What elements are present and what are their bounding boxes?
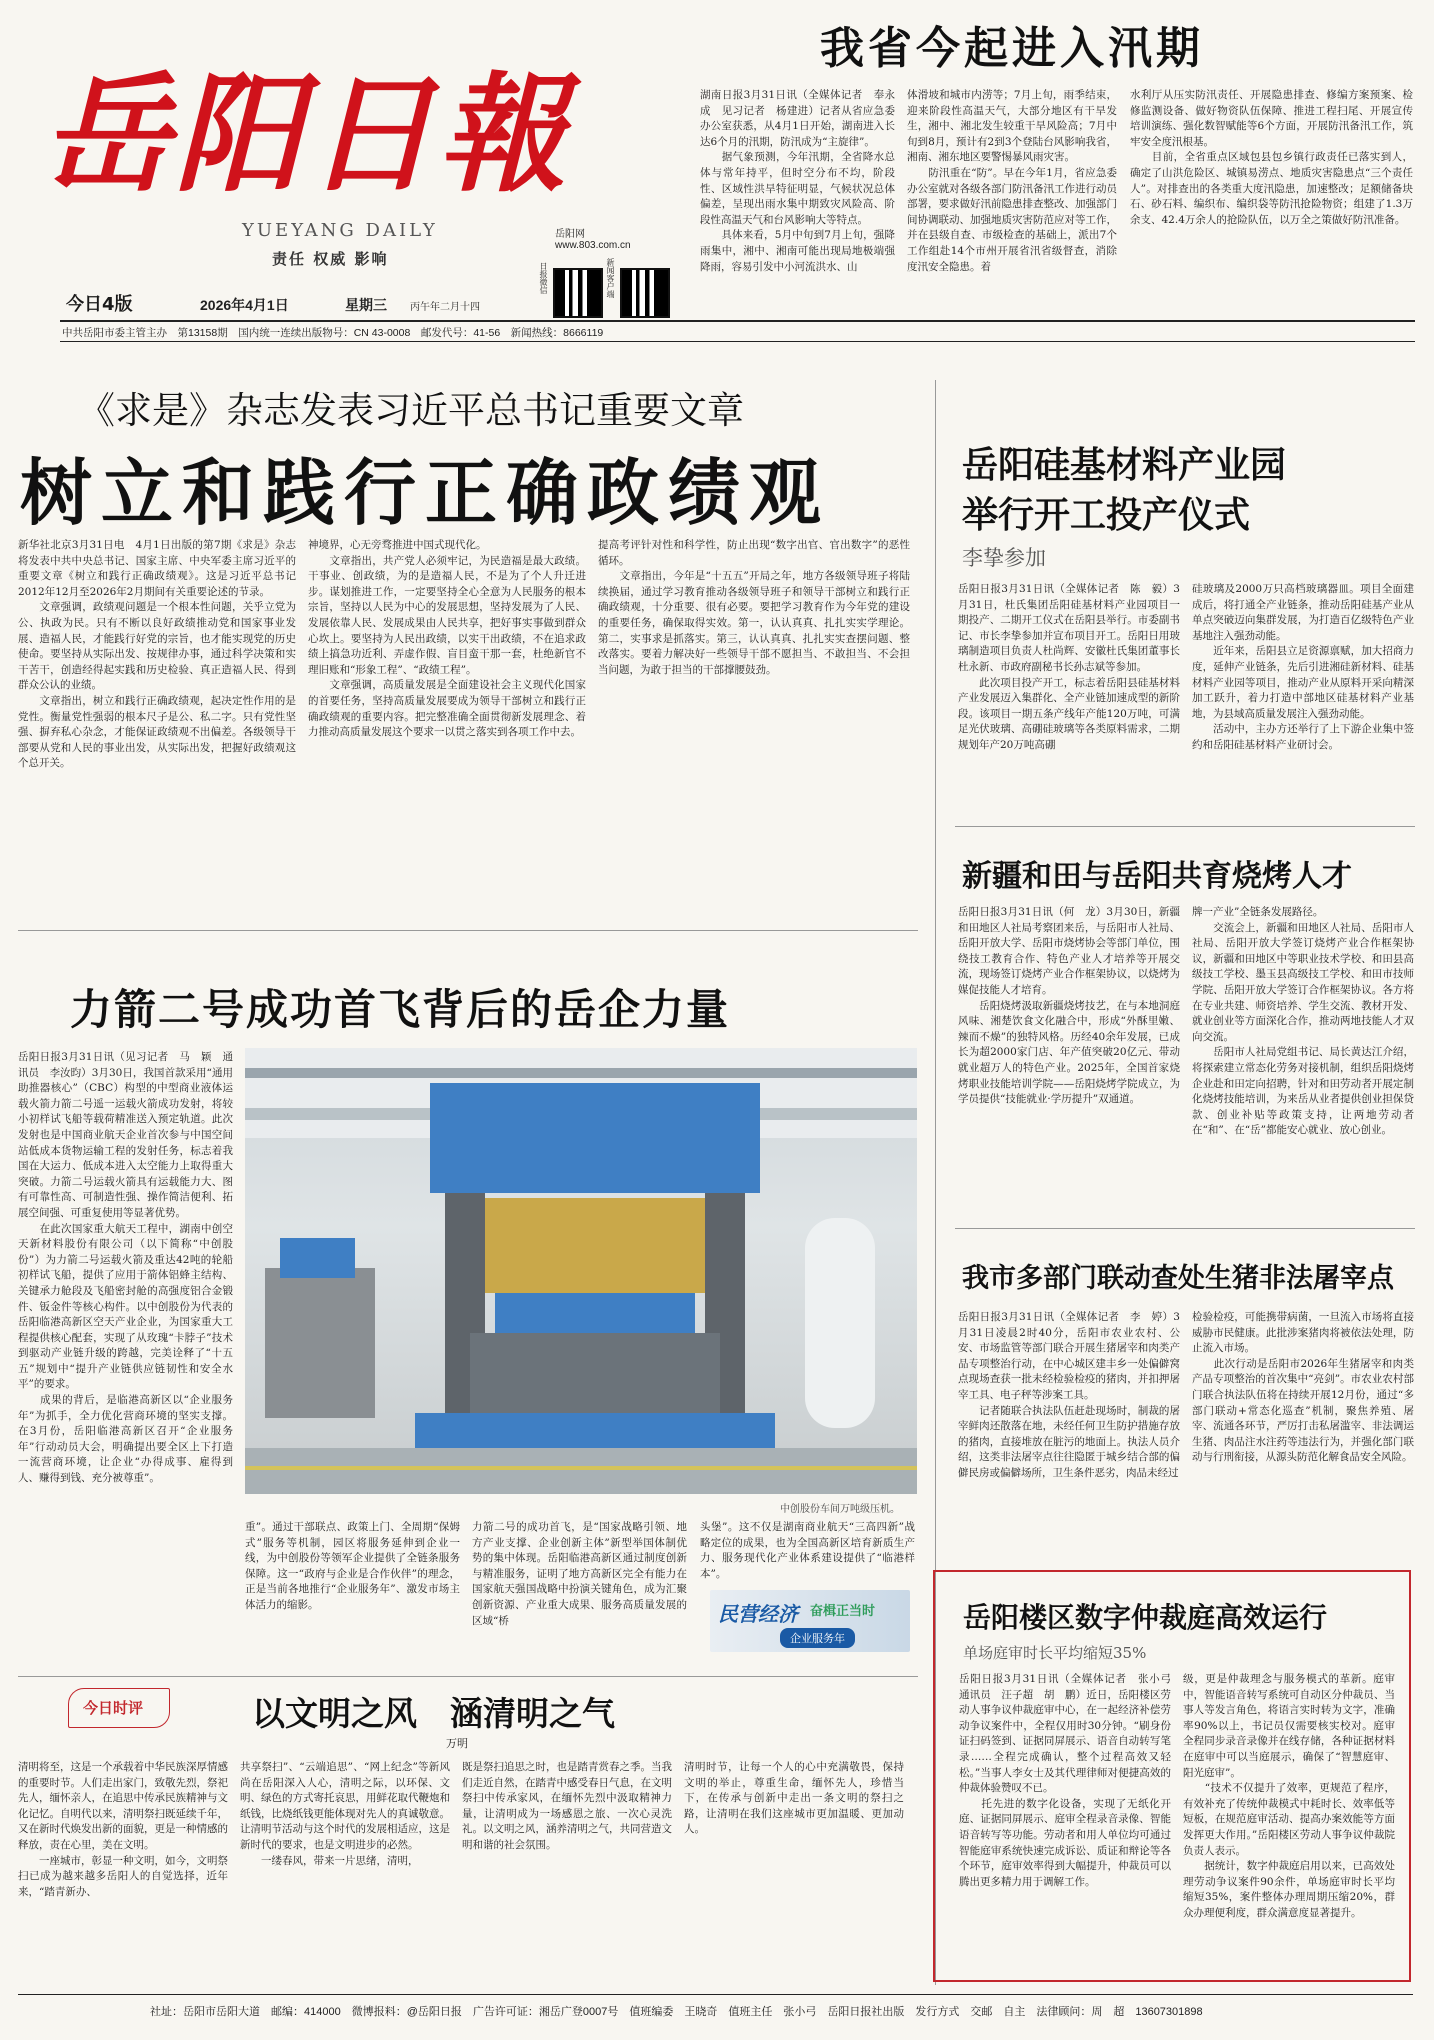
silicon-story-subhead: 李挚参加: [962, 546, 1046, 570]
qr-code-wechat[interactable]: [553, 268, 603, 318]
issue-date: 2026年4月1日: [200, 297, 289, 313]
xinjiang-story-headline: 新疆和田与岳阳共育烧烤人才: [962, 859, 1352, 894]
top-story-col-2: 体滑坡和城市内涝等；7月上旬，雨季结束，迎来阶段性高温天气，大部分地区有干旱发生，湘中、湘北发生较重干旱风险高；7月中旬到8月，预计有2到3个登陆台风影响我省，湘南、湘东地区要警惕暴风雨灾害。 防汛重在“防”。早在今年1月，省应急委办公室就对各级各部门防汛备汛工作进行动员部署，要求做好汛前隐患排查整改、加强部门间协调联动、加强地质灾害防范应对等工作，并在县级自查、市级检查的基础上，派出7个工作组赴14个市州开展省汛省级督查，消除度汛安全隐患。着: [907, 89, 1117, 273]
silicon-divider: [955, 826, 1415, 827]
qr-code-app[interactable]: [620, 268, 670, 318]
lead-story-col-1: 新华社北京3月31日电 4月1日出版的第7期《求是》杂志将发表中共中央总书记、国家主席、中央军委主席习近平的重要文章《树立和践行正确政绩观》。这是习近平总书记2012年12月至2026年2月期间有关重要论述的节录。 文章强调，政绩观问题是一个根本性问题，关乎立党为公、执政为民。只有不断以良好政绩推动党和国家事业发展、造福人民，才能践行好党的宗旨，也才能实现党的历史使命。要坚持从实际出发、按规律办事，通过科学决策和实干苦干，创造经得起实践和历史检验、真正造福人民、得到群众公认的业绩。 文章指出，树立和践行正确政绩观，起决定性作用的是党性。衡量党性强弱的根本尺子是公、私二字。只有党性坚强、摒弃私心杂念，才能保证政绩观不出偏差。各级领导干部要从党和人民的事业出发，从实际出发，把握好政绩观这个总开关。: [18, 539, 296, 770]
silicon-story-headline-1: 岳阳硅基材料产业园: [962, 445, 1287, 486]
lead-story-col-3: 提高考评针对性和科学性，防止出现“数字出官、官出数字”的恶性循环。 文章指出，今年是“十五五”开局之年，地方各级领导班子将陆续换届，通过学习教育推动各级领导班子和领导干部树立和践行正确政绩观，十分重要、很有必要。要把学习教育作为今年党的建设的重要任务，确保取得实效。第一，认认真真、扎扎实实学理论。第二，实事求是抓落实。第三，认认真真、扎扎实实查摆问题、整改落实。要着力解决好一些领导干部不愿担当、不敢担当、不会担当问题，为敢于担当的干部撑腰鼓劲。: [598, 539, 910, 676]
rocket-story-col-3: 力箭二号的成功首飞，是“国家战略引领、地方产业支撑、企业创新主体”新型举国体制优势的集中体现。岳阳临港高新区通过制度创新与精准服务，证明了地方高新区完全有能力在国家航天强国战略中扮演关键角色，成为汇聚创新资源、产业重大成果、服务高质量发展的区域“桥: [472, 1521, 687, 1627]
commentary-badge: [68, 1688, 170, 1728]
top-story-headline: 我省今起进入汛期: [820, 23, 1204, 74]
banner-tag: 企业服务年: [780, 1628, 855, 1648]
pig-story-headline: 我市多部门联动查处生猪非法屠宰点: [962, 1263, 1394, 1294]
silicon-story-col-1: 岳阳日报3月31日讯（全媒体记者 陈 毅）3月31日，杜氏集团岳阳硅基材料产业园项目一期投产、二期开工仪式在岳阳县举行。市委副书记、市长李挚参加并宣布项目开工。岳阳日用玻璃制造项目负责人杜尚辉、安徽杜氏集团董事长杜永新、市政府副秘书长孙志斌等参加。 此次项目投产开工，标志着岳阳县硅基材料产业发展迈入集群化、全产业链加速成型的新阶段。该项目一期五条产线年产能120万吨，可满足光伏玻璃、高硼硅玻璃等各类原料需求，二期规划年产20万吨高硼: [958, 583, 1180, 751]
masthead: [0, 0, 720, 360]
masthead-website-url[interactable]: www.803.com.cn: [555, 240, 631, 251]
lead-story-headline: 树立和践行正确政绩观: [20, 451, 831, 535]
silicon-story-col-2: 硅玻璃及2000万只高档玻璃器皿。项目全面建成后，将打通全产业链条，推动岳阳硅基产业从单点突破迈向集群发展，为打造百亿级特色产业基地注入强劲动能。 近年来，岳阳县立足资源禀赋，加大招商力度，延伸产业链条，先后引进湘硅新材料、硅基材料产业园等项目，推动产业从原料开采向精深加工跃升，着力打造中部地区硅基材料产业基地，为县域高质量发展注入强劲动能。 活动中，主办方还举行了上下游企业集中签约和岳阳硅基材料产业研讨会。: [1192, 583, 1414, 751]
commentary-col-1: 清明将至，这是一个承载着中华民族深厚情感的重要时节。人们走出家门，致敬先烈，祭祀先人，缅怀亲人，在追思中传承民族精神与文化记忆。自明代以来，清明祭扫既延续千年，又在新时代焕发出新的面貌，更是一种情感的释放，责在心里，美在文明。 一座城市，彰显一种文明，如今，文明祭扫已成为越来越多岳阳人的自觉选择，近年来，“踏青新办、: [18, 1761, 228, 1898]
court-story-col-2: 级，更是仲裁理念与服务模式的革新。庭审中，智能语音转写系统可自动区分仲裁员、当事人等发言角色，将语言实时转为文字，准确率90%以上，书记员仅需要核实校对。庭审全程同步录音录像并在线存储，各种证据材料在庭审中可以当庭展示，确保了“智慧庭审、阳光庭审”。 “技术不仅提升了效率，更规范了程序，有效补充了传统仲裁模式中耗时长、效率低等短板，在规范庭审活动、提高办案效能等方面发挥更大作用。”岳阳楼区劳动人事争议仲裁院负责人表示。 据统计，数字仲裁庭启用以来，已高效处理劳动争议案件90余件，单场庭审时长平均缩短35%，案件整体办理周期压缩20%，群众办理便利度，群众满意度显著提升。: [1183, 1673, 1395, 1919]
masthead-divider: [60, 320, 1415, 322]
xinjiang-story-col-1: 岳阳日报3月31日讯（何 龙）3月30日，新疆和田地区人社局考察团来岳，与岳阳市人社局、岳阳开放大学、岳阳市烧烤协会等部门单位，围绕技工教育合作、特色产业人才培养等开展交流，现场签订烧烤产业合作框架协议，以烧烤为媒促技能人才培育。 岳阳烧烤汲取新疆烧烤技艺，在与本地洞庭风味、湘楚饮食文化融合中，形成“外酥里嫩、辣而不燥”的独特风格。历经40余年发展，已成长为超2000家门店、年产值突破20亿元、带动就业超万人的特色产业。2025年，全国首家烧烤职业技能培训学院——岳阳烧烤学院成立，为学员提供“技能就业·学历提升”双通道。: [958, 906, 1180, 1106]
commentary-badge-text: 今日时评: [83, 1699, 144, 1717]
court-story-subhead: 单场庭审时长平均缩短35%: [963, 1644, 1147, 1662]
masthead-slogan: 责任 权威 影响: [272, 250, 389, 268]
pig-story-col-2: 检验检疫，可能携带病菌，一旦流入市场将直接威胁市民健康。此批涉案猪肉将被依法处理，防止流入市场。 此次行动是岳阳市2026年生猪屠宰和肉类产品专项整治的首次集中“亮剑”。市农业农村部门联合执法队伍将在持续开展12月份，通过“多部门联动+常态化巡查”机制，聚焦养殖、屠宰、流通各环节，严厉打击私屠滥宰、非法调运生猪、肉品注水注药等违法行为，并强化部门联动与行刑衔接，从源头防范化解食品安全风险。: [1192, 1311, 1414, 1464]
rocket-story-col-2: 重”。通过干部联点、政策上门、全周期“保姆式”服务等机制，园区将服务延伸到企业一线，为中创股份等领军企业提供了全链条服务保障。这一“政府与企业是合作伙伴”的理念，正是当前各地推行“企业服务年”、激发市场主体活力的缩影。: [245, 1521, 460, 1611]
rocket-story-col-4: 头堡”。这不仅是湖南商业航天“三高四新”战略定位的成果，也为全国高新区培育新质生产力、服务现代化产业体系建设提供了“临港样本”。: [700, 1521, 915, 1580]
rocket-story-headline: 力箭二号成功首飞背后的岳企力量: [70, 985, 731, 1034]
issue-weekday: 星期三: [345, 297, 387, 313]
masthead-pinyin: YUEYANG DAILY: [242, 220, 438, 241]
masthead-title: 岳阳日報: [42, 60, 571, 210]
pig-story-col-1: 岳阳日报3月31日讯（全媒体记者 李 婷）3月31日凌晨2时40分，岳阳市农业农村、公安、市场监管等部门联合开展生猪屠宰和肉类产品专项整治行动，在中心城区建丰乡一处偏僻窝点现场查获一批未经检验检疫的猪肉，并扣押屠宰工具、电子秤等涉案工具。 记者随联合执法队伍赶赴现场时，制裁的屠宰鲜肉还散落在地，未经任何卫生防护措施存放的猪肉，直接堆放在脏污的地面上。执法人员介绍，这类非法屠宰点往往隐匿于城乡结合部的偏僻民房或偏僻场所，卫生条件恶劣，肉品未经过: [958, 1311, 1180, 1479]
lead-story-kicker: 《求是》杂志发表习近平总书记重要文章: [78, 389, 744, 432]
top-story-col-3: 水利厅从压实防汛责任、开展隐患排查、修编方案预案、检修监测设备、做好物资队伍保障、推进工程扫尾、开展宣传培训演练、强化数智赋能等6个方面，开展防汛备汛工作，筑牢安全度汛根基。 目前，全省重点区域包县包乡镇行政责任已落实到人，确定了山洪危险区、城镇易涝点、地质灾害隐患点“三个责任人”。对排查出的各类重大度汛隐患，加速整改；足额储备块石、砂石料、编织布、编织袋等防汛抢险物资；组建了1.3万余支、42.4万余人的抢险队伍，以万全之策做好防汛准备。: [1130, 89, 1413, 226]
xinjiang-divider: [955, 1228, 1415, 1229]
lead-bottom-divider: [18, 930, 918, 931]
banner-subtitle: 奋楫正当时: [810, 1604, 876, 1619]
footer-divider: [18, 1994, 1413, 1995]
rocket-bottom-divider: [18, 1676, 918, 1677]
today-edition: 今日4版: [66, 294, 133, 315]
factory-photo: [245, 1048, 917, 1494]
masthead-info-line: 中共岳阳市委主管主办 第13158期 国内统一连续出版物号：CN 43-0008 邮发代号：41-56 新闻热线：8666119: [62, 327, 604, 339]
private-economy-banner[interactable]: [710, 1590, 910, 1652]
court-story-headline: 岳阳楼区数字仲裁庭高效运行: [963, 1601, 1328, 1634]
top-story-col-1: 湖南日报3月31日讯（全媒体记者 奉永成 见习记者 杨建进）记者从省应急委办公室获悉，从4月1日开始，湖南进入长达6个月的汛期，防汛成为“主旋律”。 据气象预测，今年汛期，全省降水总体与常年持平，但时空分布不均，阶段性、区域性洪旱特征明显，气候状况总体偏差，呈现出雨水集中期致灾风险高、阶段性高温天气和台风影响大等特点。 具体来看，5月中旬到7月上旬，强降雨集中，湘中、湘南可能出现局地极端强降雨，容易引发中小河流洪水、山: [700, 89, 895, 273]
issue-lunar: 丙午年二月十四: [410, 302, 480, 313]
factory-photo-caption: 中创股份车间万吨级压机。: [780, 1504, 900, 1515]
masthead-website-label: 岳阳网: [555, 229, 585, 240]
banner-title: 民营经济: [718, 1602, 798, 1626]
qr-label-app: 新闻客户端: [606, 258, 615, 298]
info-divider: [60, 341, 1415, 342]
xinjiang-story-col-2: 牌一产业”全链条发展路径。 交流会上，新疆和田地区人社局、岳阳市人社局、岳阳开放大学签订烧烤产业合作框架协议，新疆和田地区中等职业技术学校、和田县高级技工学校、墨玉县高级技工学校、和田市技师学院、岳阳开放大学签订合作框架协议。各方将在专业共建、师资培养、学生交流、教材开发、就业创业等方面深化合作，推动两地技能人才双向交流。 岳阳市人社局党组书记、局长黄达江介绍，将探索建立常态化劳务对接机制，组织岳阳烧烤企业赴和田定向招聘，针对和田劳动者开展定制化烧烤技能培训，为来岳从业者提供创业担保贷款、创业补贴等政策支持，让两地劳动者在“和”、在“岳”都能安心就业、放心创业。: [1192, 906, 1414, 1137]
commentary-col-2: 共享祭扫”、“云端追思”、“网上纪念”等新风尚在岳阳深入人心，清明之际，以环保、文明、绿色的方式寄托哀思，用鲜花取代鞭炮和纸钱，比烧纸钱更能体现对先人的真诚敬意。让清明节活动与这个时代的发展相适应，这是新时代的要求，也是文明进步的必然。 一缕春风，带来一片思绪，清明，: [240, 1761, 450, 1867]
footer-line: 社址：岳阳市岳阳大道 邮编：414000 微博报料：@岳阳日报 广告许可证：湘岳广登0007号 值班编委 王晓奇 值班主任 张小弓 岳阳日报社出版 发行方式 交邮 自主 法律顾问：周 超 13607301898: [150, 2006, 1203, 2018]
commentary-col-3: 既是祭扫追思之时，也是踏青赏春之季。当我们走近自然，在踏青中感受春日气息，在文明祭扫中传承家风，在缅怀先烈中汲取精神力量，让清明成为一场感恩之旅、一次心灵洗礼。以文明之风，涵养清明之气，共同营造文明和谐的社会氛围。: [462, 1761, 672, 1851]
lead-story-col-2: 神境界，心无旁骛推进中国式现代化。 文章指出，共产党人必须牢记，为民造福是最大政绩。干事业、创政绩，为的是造福人民，不是为了个人升迁进步。谋划推进工作，一定要坚持全心全意为人民服务的根本宗旨，坚持以人民为中心的发展思想，坚持发展为了人民、发展依靠人民、发展成果由人民共享，把好事实事做到群众心坎上。要坚持为人民出政绩，以实干出政绩，不在追求政绩上搞急功近利、弄虚作假、盲目蛮干那一套，杜绝新官不理旧账和“形象工程”、“政绩工程”。 文章强调，高质量发展是全面建设社会主义现代化国家的首要任务，坚持高质量发展要成为领导干部树立和践行正确政绩观的重要内容。把完整准确全面贯彻新发展理念、着力推动高质量发展这个要求一以贯之落实到各项工作中去。: [308, 539, 586, 739]
court-story-col-1: 岳阳日报3月31日讯（全媒体记者 张小弓 通讯员 汪子超 胡 鹏）近日，岳阳楼区劳动人事争议仲裁庭审中心，在一起经济补偿劳动争议案件中，全程仅用时30分钟。“刷身份证扫码签到、证据同屏展示、语音自动转写笔录……全程完成确认，整个过程高效又轻松。”当事人李女士及其代理律师对便捷高效的仲裁体验赞叹不已。 托先进的数字化设备，实现了无纸化开庭、证据同屏展示、庭审全程录音录像、智能语音转写等功能。劳动者和用人单位均可通过智能庭审系统快速完成诉讼、质证和辩论等各个环节，庭审效率得到大幅提升，仲裁员可以腾出更多精力用于调解工作。: [959, 1673, 1171, 1888]
qr-label-wechat: 日报微信: [539, 262, 548, 294]
commentary-headline: 以文明之风 涵清明之气: [252, 1694, 615, 1733]
factory-photo-art: [245, 1048, 917, 1494]
court-story-box: [933, 1570, 1411, 1982]
silicon-story-headline-2: 举行开工投产仪式: [962, 495, 1251, 536]
commentary-col-4: 清明时节，让每一个人的心中充满敬畏，保持文明的举止，尊重生命，缅怀先人，珍惜当下，在传承与创新中走出一条文明的祭扫之路，让清明在我们这座城市更加温暖、更加动人。: [684, 1761, 904, 1836]
rocket-story-col-1: 岳阳日报3月31日讯（见习记者 马 颖 通讯员 李汝昀）3月30日，我国首款采用“通用助推器核心”（CBC）构型的中型商业液体运载火箭力箭二号遥一运载火箭成功发射，将较小初样试飞船等载荷精准送入预定轨道。此次发射也是中国商业航天企业首次参与中国空间站低成本货物运输工程的发射任务，标志着我国在大运力、低成本进入太空能力上取得重大突破。力箭二号运载火箭具有运载能力大、图有可靠性高、可制造性强、操作简洁便利、拓展空间强、可重复使用等显著优势。 在此次国家重大航天工程中，湖南中创空天新材料股份有限公司（以下简称“中创股份”）为力箭二号运载火箭及重达42吨的轮船初样试飞船，提供了应用于箭体铝蜂主结构、关键承力舱段及飞船密封舱的高强度铝合金锻件、钣金件等核心构件。以中创股份为代表的岳阳临港高新区空天产业企业，为国家重大工程提供核心配套，实现了从玫瑰“卡脖子”技术到驱动产业链升级的跨越，完美诠释了“十五五”规划中“提升产业链供应链韧性和安全水平”的要求。 成果的背后，是临港高新区以“企业服务年”为抓手，全力优化营商环境的坚实支撑。在3月份，岳阳临港高新区召开“企业服务年”行动动员大会，明确提出要全区上下打造一流营商环境，让企业“办得成事、雇得到人、赚得到钱、充分被尊重”。: [18, 1051, 233, 1485]
commentary-author: 万明: [446, 1737, 468, 1750]
